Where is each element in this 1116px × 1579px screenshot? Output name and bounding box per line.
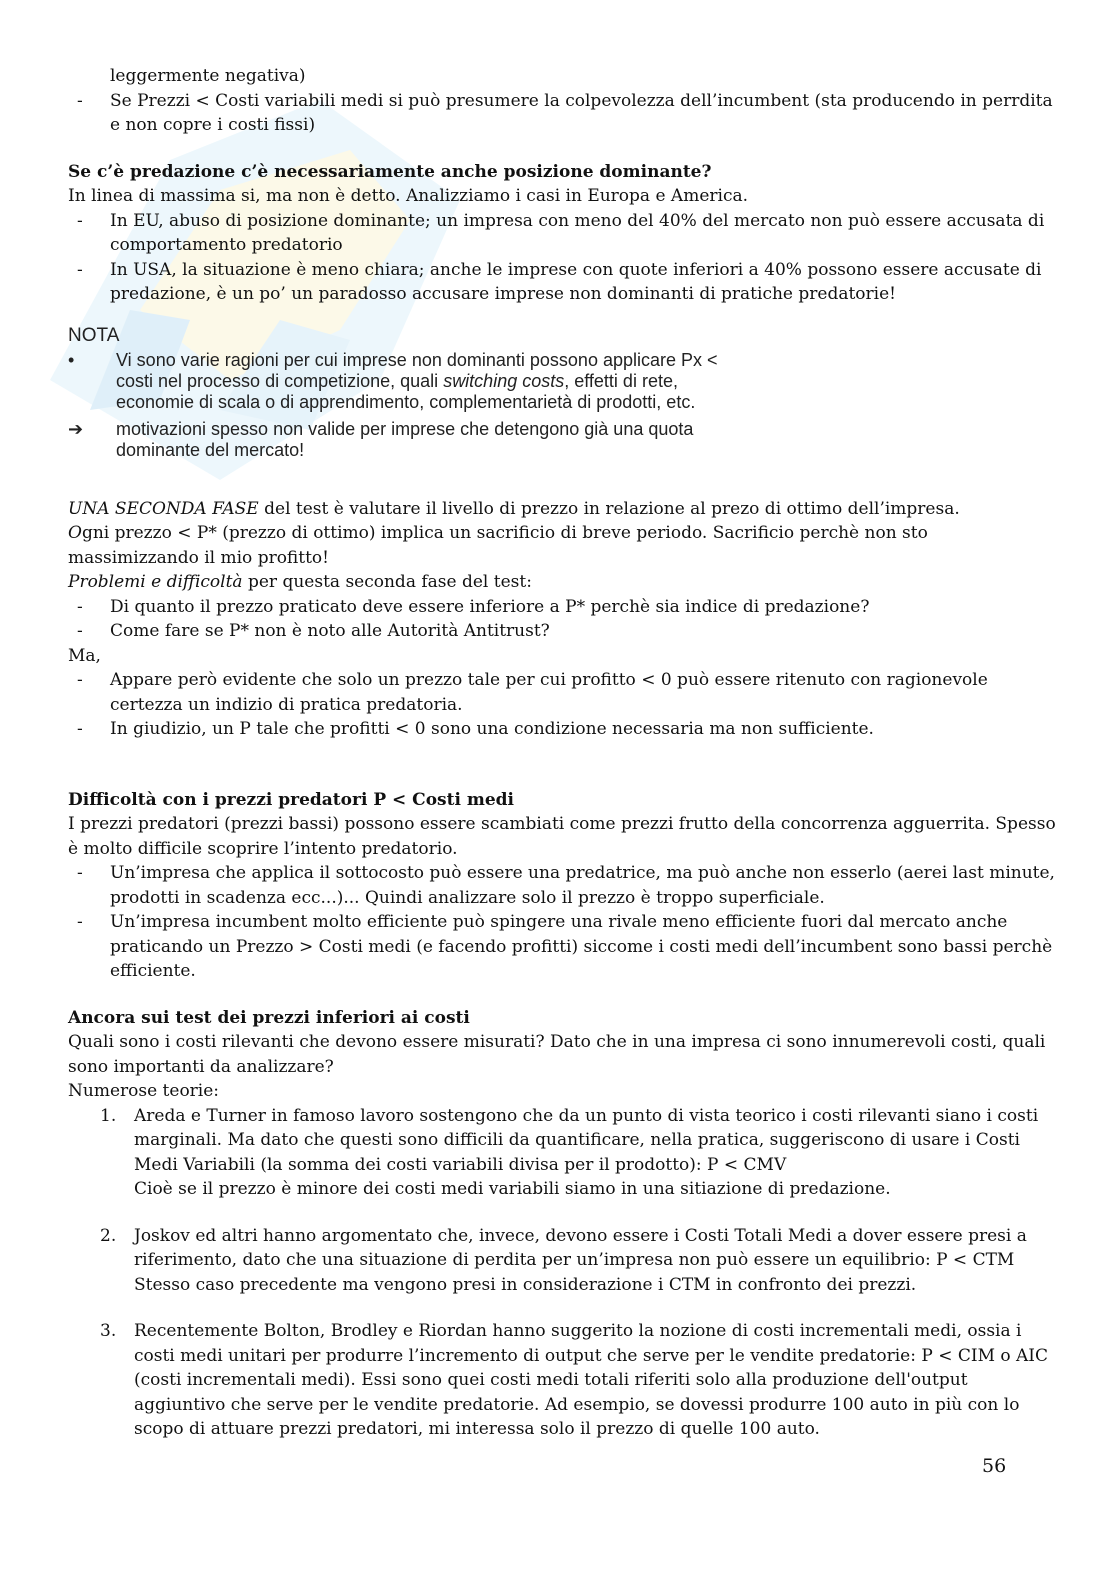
- page-number: 56: [982, 1455, 1007, 1477]
- paragraph: Numerose teorie:: [68, 1081, 220, 1101]
- paragraph: Ogni prezzo < P* (prezzo di ottimo) implica un sacrificio di breve periodo. Sacrificio perchè non sto massimizzando il mio profitto!: [68, 523, 928, 568]
- bullet-icon: •: [68, 349, 75, 370]
- arrow-icon: ➔: [68, 418, 84, 439]
- numbered-item: 3. Recentemente Bolton, Brodley e Riordan hanno suggerito la nozione di costi incrementali medi, ossia i costi medi unitari per produrre l’incremento di output che serve per le vendite predatorie: P < CIM o AIC (costi incrementali medi). Essi sono quei costi medi totali riferiti solo alla produzione dell'output aggiuntivo che serve per le vendite predatorie. Ad esempio, se dovessi produrre 100 auto in più con lo scopo di attuare prezzi predatori, mi interessa solo il prezzo di quelle 100 auto.: [100, 1321, 1049, 1439]
- list-item: - Se Prezzi < Costi variabili medi si può presumere la colpevolezza dell’incumbent (sta producendo in perrdita e non copre i costi fissi): [68, 89, 1058, 138]
- nota-item: • Vi sono varie ragioni per cui imprese non dominanti possono applicare Px < costi nel processo di competizione, quali switching costs, effetti di rete, economie di scala o di apprendimento, complementarietà di prodotti, etc.: [68, 349, 718, 412]
- numbered-item: 2. Joskov ed altri hanno argomentato che, invece, devono essere i Costi Totali Medi a dover essere presi a riferimento, dato che una situazione di perdita per un’impresa non può essere un equilibrio: P < CTM Stesso caso precedente ma vengono presi in considerazione i CTM in confronto dei prezzi.: [100, 1225, 1027, 1295]
- list-item: - Appare però evidente che solo un prezzo tale per cui profitto < 0 può essere ritenuto con ragionevole certezza un indizio di pratica predatoria.: [68, 668, 1058, 717]
- list-item: - Come fare se P* non è noto alle Autorità Antitrust?: [68, 619, 1058, 644]
- list-item: - In USA, la situazione è meno chiara; anche le imprese con quote inferiori a 40% possono essere accusate di predazione, è un po’ un paradosso accusare imprese non dominanti di pratiche predatorie!: [68, 258, 1058, 307]
- page-content: [68, 64, 1058, 1442]
- paragraph: Ma,: [68, 645, 101, 666]
- list-item: - In EU, abuso di posizione dominante; un impresa con meno del 40% del mercato non può essere accusata di comportamento predatorio: [68, 209, 1058, 258]
- list-item: - Un’impresa che applica il sottocosto può essere una predatrice, ma può anche non esserlo (aerei last minute, prodotti in scadenza ecc...)... Quindi analizzare solo il prezzo è troppo superficiale.: [68, 861, 1058, 910]
- section-heading: Ancora sui test dei prezzi inferiori ai costi: [68, 1007, 470, 1028]
- nota-title: NOTA: [68, 324, 120, 346]
- paragraph: Problemi e difficoltà per questa seconda fase del test:: [68, 572, 532, 592]
- nota-conclusion: ➔ motivazioni spesso non valide per imprese che detengono già una quota dominante del mercato!: [68, 418, 694, 460]
- paragraph: I prezzi predatori (prezzi bassi) possono essere scambiati come prezzi frutto della concorrenza agguerrita. Spesso è molto difficile scoprire l’intento predatorio.: [68, 814, 1056, 859]
- paragraph: Quali sono i costi rilevanti che devono essere misurati? Dato che in una impresa ci sono innumerevoli costi, quali sono importanti da analizzare?: [68, 1032, 1046, 1077]
- paragraph: UNA SECONDA FASE del test è valutare il livello di prezzo in relazione al prezo di ottimo dell’impresa.: [68, 498, 960, 519]
- continuation-line: leggermente negativa): [110, 66, 306, 86]
- nota-box: [68, 325, 718, 461]
- numbered-item: 1. Areda e Turner in famoso lavoro sostengono che da un punto di vista teorico i costi rilevanti siano i costi marginali. Ma dato che questi sono difficili da quantificare, nella pratica, suggeriscono di usare i Costi Medi Variabili (la somma dei costi variabili divisa per il prodotto): P < CMV Cioè se il prezzo è minore dei costi medi variabili siamo in una sitiazione di predazione.: [100, 1105, 1039, 1199]
- section-heading: Difficoltà con i prezzi predatori P < Costi medi: [68, 789, 515, 810]
- list-item: - Un’impresa incumbent molto efficiente può spingere una rivale meno efficiente fuori dal mercato anche praticando un Prezzo > Costi medi (e facendo profitti) siccome i costi medi dell’incumbent sono bassi perchè efficiente.: [68, 910, 1058, 984]
- list-item: - In giudizio, un P tale che profitti < 0 sono una condizione necessaria ma non sufficiente.: [68, 717, 1058, 742]
- paragraph: In linea di massima si, ma non è detto. Analizziamo i casi in Europa e America.: [68, 186, 749, 206]
- list-item: - Di quanto il prezzo praticato deve essere inferiore a P* perchè sia indice di predazione?: [68, 595, 1058, 620]
- section-heading: Se c’è predazione c’è necessariamente anche posizione dominante?: [68, 161, 712, 182]
